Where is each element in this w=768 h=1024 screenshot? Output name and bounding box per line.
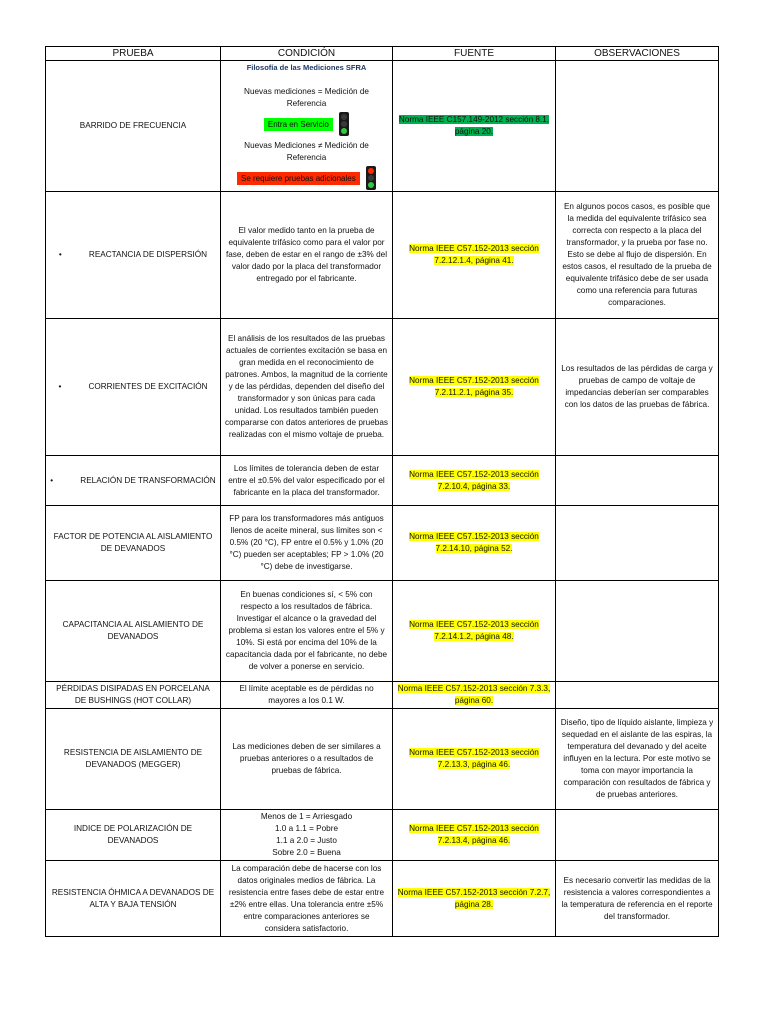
sfra-diagram [221, 61, 393, 192]
pi-line: Sobre 2.0 = Buena [272, 848, 341, 857]
prueba-cell: RESISTENCIA DE AISLAMIENTO DE DEVANADOS (MEGGER) [46, 709, 221, 810]
fuente-cell [393, 61, 556, 192]
table-row [46, 709, 719, 810]
pi-line: 1.1 a 2.0 = Justo [276, 836, 337, 845]
sfra-title: Filosofía de las Mediciones SFRA [246, 63, 367, 72]
fuente-cell [393, 810, 556, 861]
header-fuente: FUENTE [393, 47, 556, 61]
prueba-cell: PÉRDIDAS DISIPADAS EN PORCELANA DE BUSHINGS (HOT COLLAR) [46, 682, 221, 709]
observaciones-cell [556, 456, 719, 506]
traffic-light-green-icon [339, 112, 349, 136]
table-row [46, 581, 719, 682]
fuente-cell [393, 861, 556, 937]
bullet-icon: • [58, 382, 62, 391]
prueba-cell: BARRIDO DE FRECUENCIA [46, 61, 221, 192]
observaciones-cell [556, 61, 719, 192]
table-row [46, 861, 719, 937]
sfra-alert-box: Se requiere pruebas adicionales [237, 172, 360, 185]
observaciones-cell [556, 682, 719, 709]
condicion-cell [221, 810, 393, 861]
observaciones-cell: En algunos pocos casos, es posible que la medida del equivalente trifásico sea correcta con respecto a la placa del transformador, y la prueba por fase no. Esto se debe al flujo de dispersión. En estos casos, el resultado de la prueba de equivalente trifásico debe de ser usada como una referencia para futuras comparaciones. [556, 192, 719, 319]
observaciones-cell [556, 810, 719, 861]
fuente-cell [393, 581, 556, 682]
fuente-text: Norma IEEE C57.152-2013 sección 7.2.7, página 28. [397, 887, 551, 909]
fuente-text: Norma IEEE C57.152-2013 sección 7.3.3, página 60. [397, 684, 551, 705]
fuente-cell [393, 506, 556, 581]
fuente-cell [393, 682, 556, 709]
condicion-cell: El límite aceptable es de pérdidas no mayores a los 0.1 W. [221, 682, 393, 709]
prueba-text: RELACIÓN DE TRANSFORMACIÓN [80, 475, 216, 485]
traffic-light-red-icon [366, 166, 376, 190]
observaciones-cell [556, 581, 719, 682]
table-row [46, 456, 719, 506]
fuente-text: Norma IEEE C57.152-2013 sección 7.2.14.1.2, página 48. [409, 620, 539, 641]
fuente-text: Norma IEEE C57.152-2013 sección 7.2.13.3, página 46. [409, 748, 539, 769]
prueba-cell: CAPACITANCIA AL AISLAMIENTO DE DEVANADOS [46, 581, 221, 682]
condicion-cell: El análisis de los resultados de las pruebas actuales de corrientes excitación se basa en gran medida en el reconocimiento de patrones. Ambos, la magnitud de la corriente y de las pérdidas, dependen del diseño del transformador y son únicas para cada unidad. Los resultados también pueden compararse con datos anteriores de pruebas realizadas con el mismo voltaje de prueba. [221, 319, 393, 456]
condicion-cell: FP para los transformadores más antiguos llenos de aceite mineral, sus límites son < 0.5% (20 °C), FP entre el 0.5% y 1.0% (20 °C) pueden ser aceptables; FP > 1.0% (20 °C) debe de investigarse. [221, 506, 393, 581]
observaciones-cell [556, 506, 719, 581]
condicion-cell: En buenas condiciones sí, < 5% con respecto a los resultados de fábrica. Investigar el alcance o la gravedad del problema si estan los valores entre el 5% y 10%. Si está por encima del 10% de la capacitancia dada por el fabricante, no debe de volver a ponerse en servicio. [221, 581, 393, 682]
table-row [46, 192, 719, 319]
condicion-cell: Las mediciones deben de ser similares a pruebas anteriores o a resultados de pruebas de fábrica. [221, 709, 393, 810]
observaciones-cell: Los resultados de las pérdidas de carga y pruebas de campo de voltaje de impedancias deberían ser comparables con los datos de las pruebas de fábrica. [556, 319, 719, 456]
condicion-cell: El valor medido tanto en la prueba de equivalente trifásico como para el valor por fase, deben de estar en el rango de ±3% del valor dado por la placa del transformador entregado por el fabricante. [221, 192, 393, 319]
prueba-cell [46, 319, 221, 456]
bullet-icon: • [58, 250, 62, 259]
prueba-cell [46, 192, 221, 319]
fuente-cell [393, 319, 556, 456]
header-prueba: PRUEBA [46, 47, 221, 61]
fuente-cell [393, 709, 556, 810]
header-row [46, 47, 719, 61]
fuente-cell [393, 192, 556, 319]
sfra-notequal-line: Nuevas Mediciones ≠ Medición de Referencia [244, 141, 369, 162]
fuente-text: Norma IEEE C57.152-2013 sección 7.2.12.1.4, página 41. [409, 244, 539, 265]
pi-line: 1.0 a 1.1 = Pobre [274, 824, 339, 833]
prueba-cell: RESISTENCIA ÓHMICA A DEVANADOS DE ALTA Y BAJA TENSIÓN [46, 861, 221, 937]
fuente-text: Norma IEEE C157.149-2012 sección 8.1, página 20. [398, 115, 550, 136]
sfra-ok-box: Entra en Servicio [264, 118, 333, 131]
table-row [46, 319, 719, 456]
fuente-cell [393, 456, 556, 506]
table-row [46, 810, 719, 861]
criteria-table [45, 46, 719, 937]
condicion-cell: La comparación debe de hacerse con los datos originales medios de fábrica. La resistencia entre fases debe de estar entre ±2% entre ellas. Una tolerancia entre ±5% entre comparaciones anteriores se considera satisfactorio. [221, 861, 393, 937]
fuente-text: Norma IEEE C57.152-2013 sección 7.2.13.4, página 46. [409, 824, 539, 845]
table-row [46, 61, 719, 192]
prueba-text: CORRIENTES DE EXCITACIÓN [88, 382, 208, 391]
fuente-text: Norma IEEE C57.152-2013 sección 7.2.10.4, página 33. [409, 469, 539, 491]
table-row [46, 506, 719, 581]
header-condicion: CONDICIÓN [221, 47, 393, 61]
pi-line: Menos de 1 = Arriesgado [260, 812, 353, 821]
header-observaciones: OBSERVACIONES [556, 47, 719, 61]
observaciones-cell: Es necesario convertir las medidas de la resistencia a valores correspondientes a la temperatura de referencia en el reporte del transformador. [556, 861, 719, 937]
observaciones-cell: Diseño, tipo de líquido aislante, limpieza y sequedad en el aislante de las espiras, la temperatura del devanado y del aceite influyen en la lectura. Por este motivo se toma con mayor importancia la comparación con resultados de fábrica y de pruebas anteriores. [556, 709, 719, 810]
prueba-cell: FACTOR DE POTENCIA AL AISLAMIENTO DE DEVANADOS [46, 506, 221, 581]
condicion-cell: Los límites de tolerancia deben de estar entre el ±0.5% del valor especificado por el fabricante en la placa del transformador. [221, 456, 393, 506]
sfra-equal-line: Nuevas mediciones = Medición de Referencia [244, 87, 369, 108]
table-row [46, 682, 719, 709]
prueba-text: REACTANCIA DE DISPERSIÓN [88, 250, 208, 259]
fuente-text: Norma IEEE C57.152-2013 sección 7.2.11.2.1, página 35. [409, 376, 539, 397]
fuente-text: Norma IEEE C57.152-2013 sección 7.2.14.10, página 52. [409, 532, 539, 553]
prueba-cell [46, 456, 221, 506]
prueba-cell: INDICE DE POLARIZACIÓN DE DEVANADOS [46, 810, 221, 861]
bullet-icon: • [50, 475, 54, 485]
